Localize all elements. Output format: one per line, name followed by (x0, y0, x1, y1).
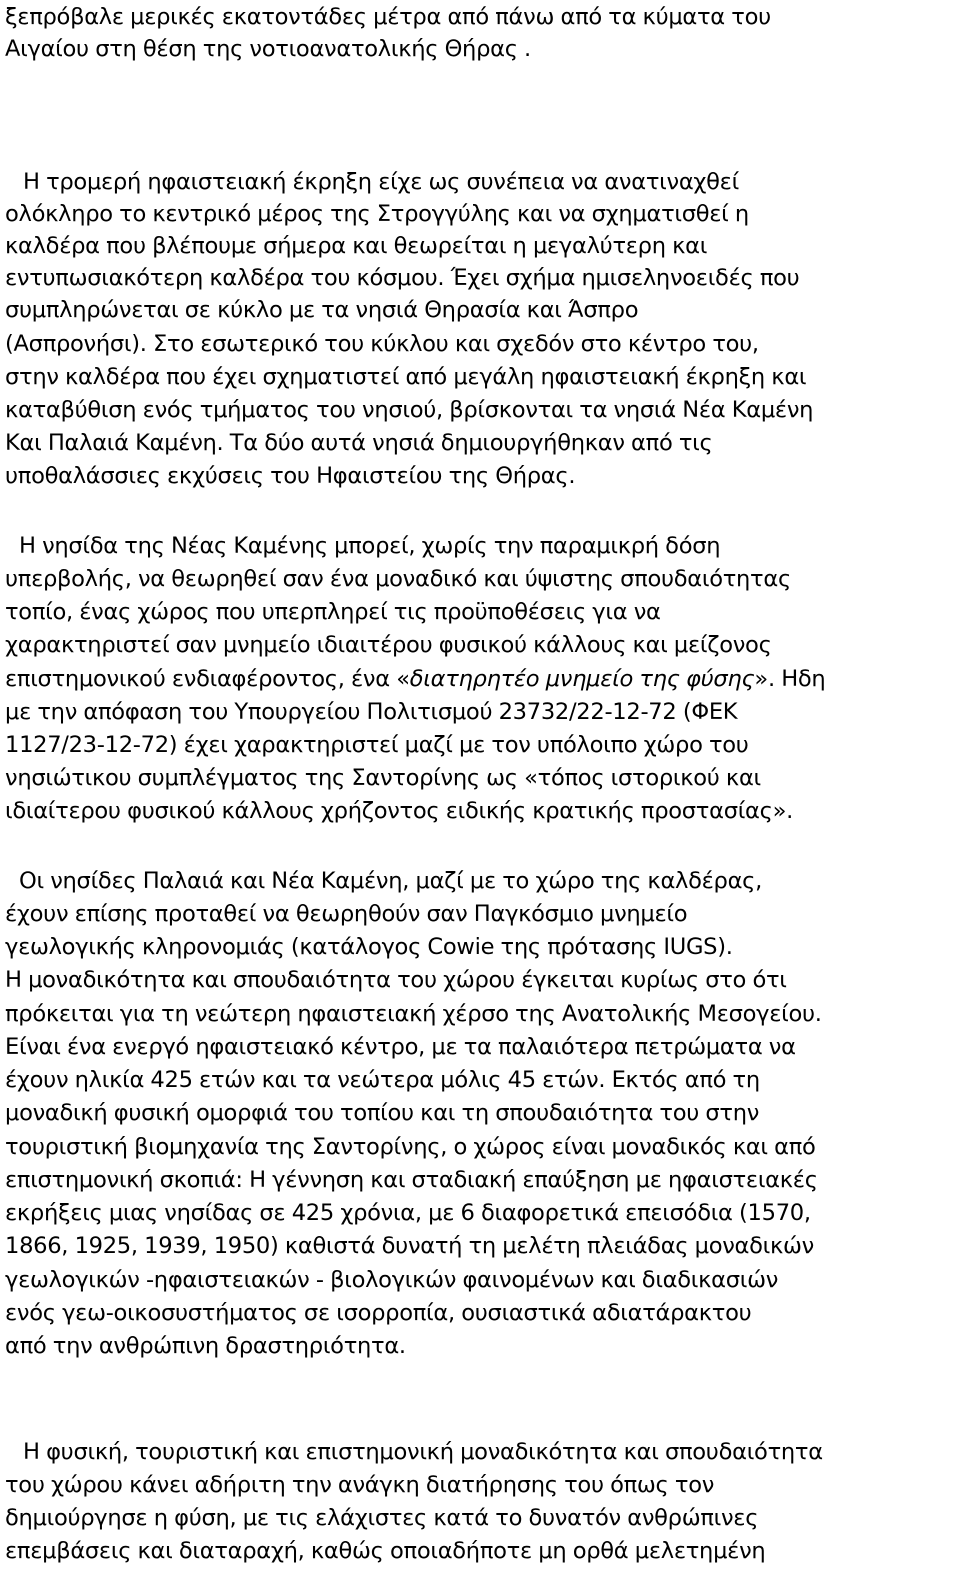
text-line: νησιώτικου συμπλέγματος της Σαντορίνης ως «τόπος ιστορικού και (5, 765, 761, 791)
text-line: καλδέρα που βλέπουμε σήμερα και θεωρείται η μεγαλύτερη και (5, 233, 708, 259)
text-line: έχουν ηλικία 425 ετών και τα νεώτερα μόλις 45 ετών. Εκτός από τη (5, 1067, 760, 1093)
text-line: στην καλδέρα που έχει σχηματιστεί από μεγάλη ηφαιστειακή έκρηξη και (5, 364, 807, 390)
mixed-text-before: επιστημονικού ενδιαφέροντος, ένα « (5, 666, 410, 692)
text-line: τοπίο, ένας χώρος που υπερπληρεί τις προϋποθέσεις για να (5, 599, 661, 625)
text-line: Και Παλαιά Καμένη. Τα δύο αυτά νησιά δημιουργήθηκαν από τις (5, 430, 713, 456)
text-line: δημιούργησε η φύση, με τις ελάχιστες κατά το δυνατόν ανθρώπινες (5, 1505, 759, 1531)
paragraph-start-line: Η φυσική, τουριστική και επιστημονική μοναδικότητα και σπουδαιότητα (23, 1439, 823, 1465)
text-line: ξεπρόβαλε μερικές εκατοντάδες μέτρα από πάνω από τα κύματα του (5, 4, 771, 30)
text-line: ιδιαίτερου φυσικού κάλλους χρήζοντος ειδικής κρατικής προστασίας». (5, 798, 794, 824)
quoted-term: διατηρητέο μνημείο της φύσης (409, 666, 755, 692)
text-line: συμπληρώνεται σε κύκλο με τα νησιά Θηρασία και Άσπρο (5, 297, 639, 323)
text-line: Η μοναδικότητα και σπουδαιότητα του χώρου έγκειται κυρίως στο ότι (5, 967, 787, 993)
paragraph-start-line: Η τρομερή ηφαιστειακή έκρηξη είχε ως συνέπεια να ανατιναχθεί (23, 169, 739, 195)
text-line: Αιγαίου στη θέση της νοτιοανατολικής Θήρας . (5, 36, 531, 62)
mixed-text-line (5, 663, 825, 695)
text-line: Είναι ένα ενεργό ηφαιστειακό κέντρο, με τα παλαιότερα πετρώματα να (5, 1034, 796, 1060)
text-line: του χώρου κάνει αδήριτη την ανάγκη διατήρησης του όπως τον (5, 1472, 715, 1498)
text-line: καταβύθιση ενός τμήματος του νησιού, βρίσκονται τα νησιά Νέα Καμένη (5, 397, 814, 423)
text-line: από την ανθρώπινη δραστηριότητα. (5, 1333, 406, 1359)
text-line: υποθαλάσσιες εκχύσεις του Ηφαιστείου της Θήρας. (5, 463, 576, 489)
text-line: ενός γεω-οικοσυστήματος σε ισορροπία, ουσιαστικά αδιατάρακτου (5, 1300, 752, 1326)
text-line: 1127/23-12-72) έχει χαρακτηριστεί μαζί με τον υπόλοιπο χώρο του (5, 732, 749, 758)
text-line: χαρακτηριστεί σαν μνημείο ιδιαιτέρου φυσικού κάλλους και μείζονος (5, 632, 772, 658)
text-line: γεωλογικής κληρονομιάς (κατάλογος Cowie της πρότασης IUGS). (5, 934, 733, 960)
text-line: μοναδική φυσική ομορφιά του τοπίου και τη σπουδαιότητα του στην (5, 1100, 760, 1126)
text-line: έχουν επίσης προταθεί να θεωρηθούν σαν Παγκόσμιο μνημείο (5, 901, 688, 927)
text-line: ολόκληρο το κεντρικό μέρος της Στρογγύλης και να σχηματισθεί η (5, 201, 749, 227)
text-line: επεμβάσεις και διαταραχή, καθώς οποιαδήποτε μη ορθά μελετημένη (5, 1538, 766, 1564)
mixed-text-after: ». Ηδη (754, 666, 826, 692)
text-line: εκρήξεις μιας νησίδας σε 425 χρόνια, με 6 διαφορετικά επεισόδια (1570, (5, 1200, 811, 1226)
paragraph-start-line: Οι νησίδες Παλαιά και Νέα Καμένη, μαζί με το χώρο της καλδέρας, (19, 868, 763, 894)
text-line: με την απόφαση του Υπουργείου Πολιτισμού 23732/22-12-72 (ΦΕΚ (5, 699, 738, 725)
text-line: (Ασπρονήσι). Στο εσωτερικό του κύκλου και σχεδόν στο κέντρο του, (5, 331, 759, 357)
text-line: γεωλογικών -ηφαιστειακών - βιολογικών φαινομένων και διαδικασιών (5, 1267, 779, 1293)
text-line: υπερβολής, να θεωρηθεί σαν ένα μοναδικό και ύψιστης σπουδαιότητας (5, 566, 791, 592)
text-line: πρόκειται για τη νεώτερη ηφαιστειακή χέρσο της Ανατολικής Μεσογείου. (5, 1001, 822, 1027)
text-line: εντυπωσιακότερη καλδέρα του κόσμου. Έχει σχήμα ημισεληνοειδές που (5, 265, 800, 291)
text-line: τουριστική βιομηχανία της Σαντορίνης, ο χώρος είναι μοναδικός και από (5, 1134, 816, 1160)
text-line: 1866, 1925, 1939, 1950) καθιστά δυνατή τη μελέτη πλειάδας μοναδικών (5, 1233, 814, 1259)
paragraph-start-line: Η νησίδα της Νέας Καμένης μπορεί, χωρίς την παραμικρή δόση (19, 533, 721, 559)
text-line: επιστημονική σκοπιά: Η γέννηση και σταδιακή επαύξηση με ηφαιστειακές (5, 1167, 818, 1193)
